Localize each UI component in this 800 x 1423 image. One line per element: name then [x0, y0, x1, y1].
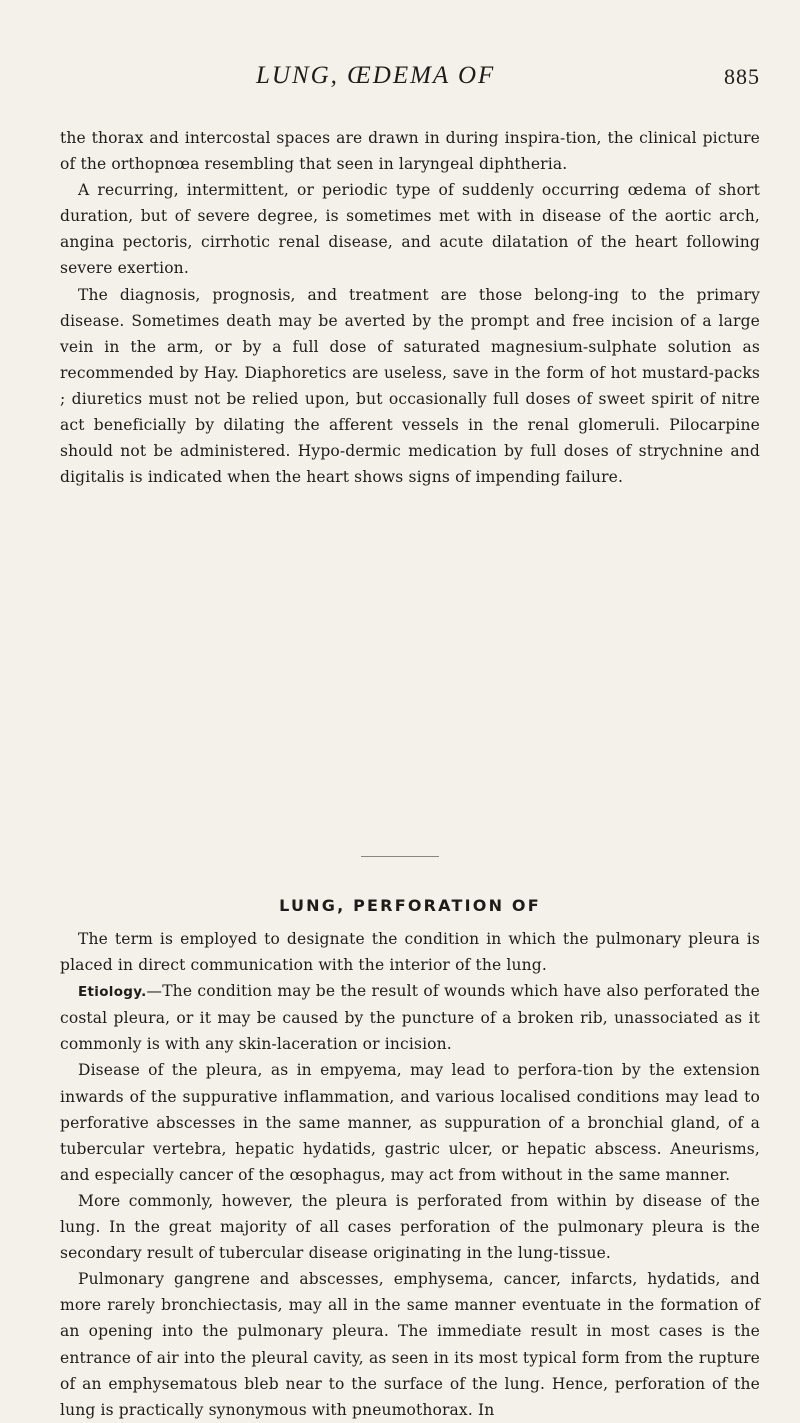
paragraph-recurring-oedema: A recurring, intermittent, or periodic type of suddenly occurring œdema of short duration, but of severe degree, is sometimes met with in disease of the aortic arch, angina pectoris, cirrhotic renal disease, and acute dilatation of the heart following severe exertion. [60, 181, 760, 278]
section-heading: LUNG, PERFORATION OF [279, 896, 541, 915]
paragraph-etiology [60, 978, 760, 1057]
paragraph-treatment: The diagnosis, prognosis, and treatment are those belong-ing to the primary disease. Sometimes death may be averted by the prompt and free incision of a large vein in the arm, or by a full dose of saturated magnesium-sulphate solution as recommended by Hay. Diaphoretics are useless, save in the form of hot mustard-packs ; diuretics must not be relied upon, but occasionally full doses of sweet spirit of nitre act beneficially by dilating the afferent vessels in the renal glomeruli. Pilocarpine should not be administered. Hypo-dermic medication by full doses of strychnine and digitalis is indicated when the heart shows signs of impending failure. [60, 285, 760, 487]
paragraph-gangrene: Pulmonary gangrene and abscesses, emphysema, cancer, infarcts, hydatids, and more rarely bronchiectasis, may all in the same manner eventuate in the formation of an opening into the pulmonary pleura. The immediate result in most cases is the entrance of air into the pleural cavity, as seen in its most typical form from the rupture of an emphysematous bleb near to the surface of the lung. Hence, perforation of the lung is practically synonymous with pneumothorax. In [60, 1270, 760, 1419]
page-number: 885 [724, 64, 760, 89]
etiology-subheading: Etiology. [78, 984, 147, 1001]
perforation-section-text [60, 926, 760, 1423]
paragraph-definition: The term is employed to designate the condition in which the pulmonary pleura is placed in direct communication with the interior of the lung. [60, 930, 760, 975]
paragraph-thorax: the thorax and intercostal spaces are drawn in during inspira-tion, the clinical picture of the orthopnœa resembling that seen in laryngeal diphtheria. [60, 129, 760, 174]
paragraph-pleural-disease: Disease of the pleura, as in empyema, may lead to perfora-tion by the extension inwards of the suppurative inflammation, and various localised conditions may lead to perforative abscesses in the same manner, as suppuration of a bronchial gland, of a tubercular vertebra, hepatic hydatids, gastric ulcer, or hepatic abscess. Aneurisms, and especially cancer of the œsophagus, may act from without in the same manner. [60, 1061, 760, 1184]
paragraph-lung-disease: More commonly, however, the pleura is perforated from within by disease of the lung. In the great majority of all cases perforation of the pulmonary pleura is the secondary result of tubercular disease originating in the lung-tissue. [60, 1191, 760, 1263]
continuation-text [60, 125, 760, 490]
running-head [60, 62, 760, 96]
section-divider [361, 856, 439, 857]
etiology-text: —The condition may be the result of wounds which have also perforated the costal pleura, or it may be caused by the puncture of a broken rib, unassociated as it commonly is with any skin-laceration or incision. [60, 982, 760, 1054]
running-title: LUNG, ŒDEMA OF [256, 62, 496, 89]
